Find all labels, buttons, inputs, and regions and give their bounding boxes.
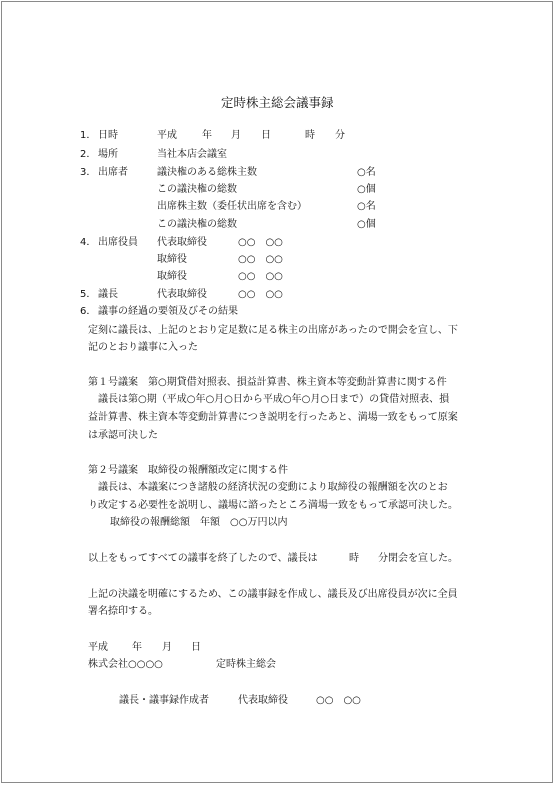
footer-era: 平成 [88, 642, 108, 653]
item-1-era: 平成 [157, 130, 177, 141]
intro-line-1: 定刻に議長は、上記のとおり定足数に足る株主の出席があったので開会を宣し、下 [88, 325, 458, 336]
item-6-label: 議事の経過の要領及びその結果 [98, 306, 238, 317]
officer-title: 取締役 [157, 271, 187, 282]
chair-name: ○○ ○○ [238, 289, 283, 300]
chair-title: 代表取締役 [157, 289, 207, 300]
item-1-day: 日 [261, 130, 271, 141]
proposal-1-heading: 第１号議案 第○期貸借対照表、損益計算書、株主資本等変動計算書に関する件 [88, 377, 447, 388]
item-1-hour: 時 [305, 130, 315, 141]
proposal-1-line-3: は承認可決した [88, 430, 158, 441]
signer-title: 代表取締役 [238, 695, 288, 706]
proposal-1-line-1: 議長は第○期（平成○年○月○日から平成○年○月○日まで）の貸借対照表、損 [88, 394, 450, 405]
proposal-1-line-2: 益計算書、株主資本等変動計算書につき説明を行ったあと、満場一致をもって原案 [88, 412, 458, 423]
company-name: 株式会社○○○○ [88, 659, 163, 670]
attendee-row-value: ○個 [357, 184, 376, 195]
attendee-row-value: ○名 [357, 201, 376, 212]
attendee-row-value: ○個 [357, 219, 376, 230]
attendee-row-value: ○名 [357, 167, 376, 178]
item-1-number: 1． [80, 130, 97, 141]
proposal-2-line-2: り改定する必要性を説明し、議場に諮ったところ満場一致をもって承認可決した。 [88, 500, 458, 511]
proposal-2-heading: 第２号議案 取締役の報酬額改定に関する件 [88, 465, 288, 476]
item-2-label: 場所 [98, 149, 118, 160]
attendee-row-text: この議決権の総数 [157, 184, 237, 195]
proposal-2-line-3: 取締役の報酬総額 年額 ○○万円以内 [110, 517, 288, 528]
officer-title: 代表取締役 [157, 237, 207, 248]
item-3-number: 3． [80, 167, 97, 178]
item-1-label: 日時 [98, 130, 118, 141]
item-1-minute: 分 [335, 130, 345, 141]
closing-text-a: 以上をもってすべての議事を終了したので、議長は [88, 553, 318, 564]
document-title: 定時株主総会議事録 [221, 95, 334, 110]
footer-day: 日 [191, 642, 201, 653]
item-5-number: 5． [80, 289, 97, 300]
item-2-value: 当社本店会議室 [157, 149, 227, 160]
statement-line-1: 上記の決議を明確にするため、この議事録を作成し、議長及び出席役員が次に全員 [88, 589, 458, 600]
footer-month: 月 [162, 642, 172, 653]
document-page [1, 1, 553, 783]
officer-name: ○○ ○○ [238, 237, 283, 248]
intro-line-2: 記のとおり議事に入った [88, 342, 198, 353]
attendee-row-text: 議決権のある総株主数 [157, 167, 257, 178]
officer-name: ○○ ○○ [238, 254, 283, 265]
signer-role: 議長・議事録作成者 [119, 695, 209, 706]
officer-name: ○○ ○○ [238, 271, 283, 282]
attendee-row-text: この議決権の総数 [157, 219, 237, 230]
proposal-2-line-1: 議長は、本議案につき諸般の経済状況の変動により取締役の報酬額を次のとお [88, 482, 448, 493]
officer-title: 取締役 [157, 254, 187, 265]
meeting-name: 定時株主総会 [216, 659, 276, 670]
item-5-label: 議長 [98, 289, 118, 300]
item-6-number: 6． [80, 306, 97, 317]
footer-year: 年 [132, 642, 142, 653]
item-2-number: 2． [80, 149, 97, 160]
closing-hour: 時 [349, 553, 359, 564]
item-1-year: 年 [202, 130, 212, 141]
signer-name: ○○ ○○ [316, 695, 361, 706]
item-4-number: 4． [80, 237, 97, 248]
closing-text-b: 分閉会を宣した。 [378, 553, 458, 564]
statement-line-2: 署名捺印する。 [88, 606, 158, 617]
item-3-label: 出席者 [98, 167, 128, 178]
item-1-month: 月 [231, 130, 241, 141]
item-4-label: 出席役員 [98, 237, 138, 248]
attendee-row-text: 出席株主数（委任状出席を含む） [157, 201, 307, 212]
